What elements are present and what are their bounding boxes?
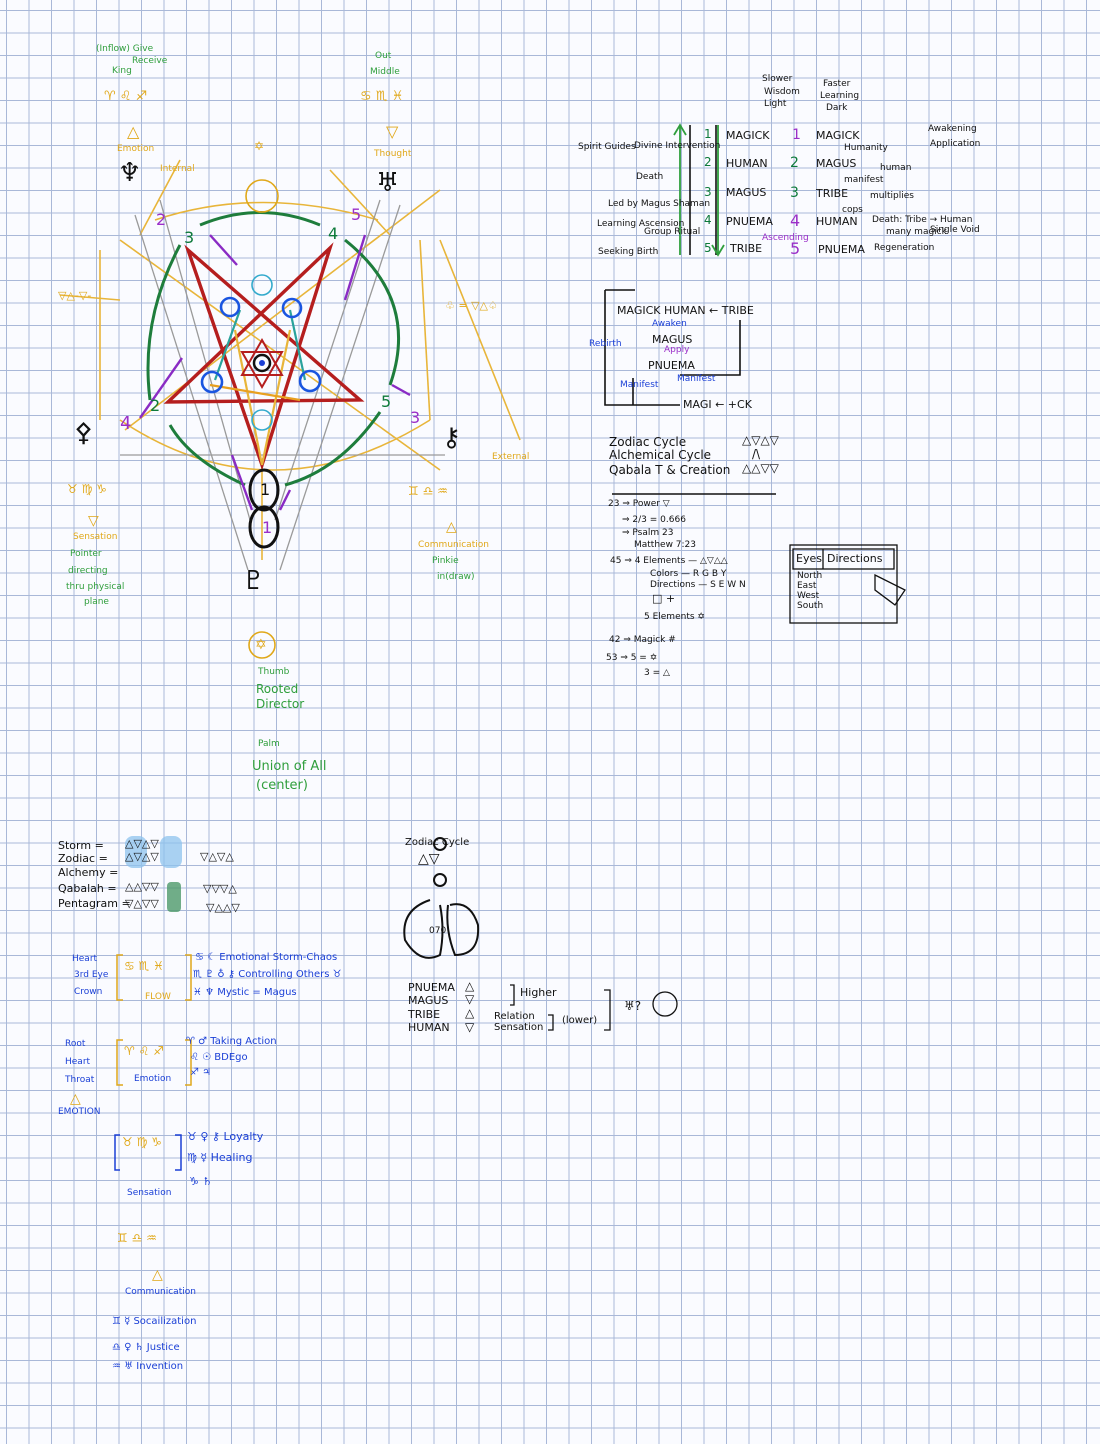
yellow-guide-lines	[60, 160, 520, 560]
led-by-magus-label: Led by Magus Shaman	[608, 199, 711, 209]
c1-num-3: 3	[704, 185, 712, 199]
c1-human: HUMAN	[726, 157, 768, 170]
death-label: Death	[636, 172, 664, 182]
point-5-green: 5	[381, 392, 392, 411]
pentagram-a: ▽△▽▽	[125, 897, 159, 910]
num-line-2: ⇒ 2/3 = 0.666	[622, 515, 686, 525]
note-cops: cops	[842, 205, 863, 215]
center-label: (center)	[256, 778, 308, 793]
group-ritual-label: Group Ritual	[644, 227, 701, 237]
group1-flow: FLOW	[145, 992, 171, 1002]
east-label: East	[797, 581, 817, 591]
inflow-label: (Inflow) Give	[96, 44, 154, 54]
point-1-black: 1	[260, 480, 271, 499]
c1-magick: MAGICK	[726, 129, 770, 142]
level-pnuema: PNUEMA	[408, 981, 455, 994]
level-lower: (lower)	[562, 1015, 598, 1026]
right-formula: ♧ = ▽△♤	[445, 299, 498, 312]
group4-line1: ♊ ☿ Socailization	[112, 1316, 197, 1327]
group2-emotion: Emotion	[134, 1074, 172, 1084]
alchemy-label: Alchemy =	[58, 866, 119, 879]
level-magus: MAGUS	[408, 994, 449, 1007]
group2-heart: Heart	[65, 1057, 91, 1067]
learning-ascension-label: Learning Ascension	[597, 219, 685, 229]
awakening-label: Awakening	[928, 124, 977, 134]
divine-intervention-label: Divine Intervention	[634, 141, 721, 151]
flow-magi: MAGI ← +CK	[683, 398, 752, 411]
qabalah-a: △△▽▽	[125, 880, 159, 893]
flow-top: MAGICK HUMAN ← TRIBE	[617, 304, 754, 317]
top-star-icon: ✡	[254, 139, 265, 153]
point-2-green: 2	[150, 396, 161, 415]
out-label: Out	[375, 51, 392, 61]
dark-label: Dark	[826, 103, 848, 113]
alchemical-cycle-label: Alchemical Cycle	[609, 448, 712, 462]
num-line-3: ⇒ Psalm 23	[622, 528, 674, 538]
eyes-title: Eyes	[796, 552, 822, 565]
group3-line3: ♑ ♄	[189, 1175, 213, 1188]
num-line-1: 23 ⇒ Power ▽	[608, 499, 670, 509]
union-label: Union of All	[252, 759, 327, 774]
group2-emotion-caps: EMOTION	[58, 1107, 101, 1117]
thought-label: Thought	[374, 149, 412, 159]
bottom-left-symbols: ♉ ♍ ♑	[67, 482, 107, 496]
c2-num-4: 4	[790, 211, 801, 230]
flow-awaken: Awaken	[652, 319, 687, 329]
faster-label: Faster	[823, 79, 851, 89]
pentagram-label: Pentagram =	[58, 897, 131, 910]
group1-crown: Crown	[74, 987, 103, 997]
king-label: King	[112, 66, 132, 76]
top-right-symbols: ♋ ♏ ♓	[360, 89, 404, 104]
c2-num-1: 1	[792, 127, 801, 143]
plane-label: plane	[84, 597, 109, 607]
yellow-brackets	[117, 955, 191, 1085]
c1-num-4: 4	[704, 213, 712, 227]
flow-magus: MAGUS	[652, 333, 693, 346]
pointer-label: Pointer	[70, 549, 102, 559]
c2-num-3: 3	[790, 185, 799, 201]
qabala-symbols: △△▽▽	[742, 461, 779, 475]
group2-triangle-icon: △	[70, 1091, 81, 1107]
bottom-star-icon: ✡	[255, 637, 267, 653]
point-2-purple: 2	[156, 210, 167, 229]
storm-label: Storm =	[58, 839, 104, 852]
left-glyph-icon: ⚴	[74, 418, 94, 448]
point-5-purple: 5	[351, 205, 362, 224]
in-draw-label: in(draw)	[437, 572, 475, 582]
zodiac-cycle-triangles: △▽	[418, 851, 440, 867]
level-relation: Relation	[494, 1011, 535, 1022]
group1-3rd-eye: 3rd Eye	[74, 970, 109, 980]
c2-num-2: 2	[790, 155, 799, 171]
group4-triangle-icon: △	[152, 1267, 163, 1283]
slower-label: Slower	[762, 74, 793, 84]
application-label: Application	[930, 139, 981, 149]
point-1-purple: 1	[262, 518, 273, 537]
group1-symbols-icon: ♋ ♏ ♓	[124, 959, 164, 973]
communication-label: Communication	[418, 540, 489, 550]
purple-arrows	[140, 235, 410, 510]
flow-pnuema: PNUEMA	[648, 359, 695, 372]
directions-title: Directions	[827, 552, 883, 565]
thumb-label: Thumb	[258, 667, 290, 677]
level-higher: Higher	[520, 986, 557, 999]
internal-label: Internal	[160, 164, 195, 174]
zodiac-b: ▽△▽△	[200, 850, 234, 863]
pinkie-label: Pinkie	[432, 556, 459, 566]
top-right-triangle: ▽	[386, 122, 399, 141]
num-line-11: 53 ⇒ 5 = ✡	[606, 653, 658, 663]
zodiac-cycle-number: 070	[429, 926, 447, 936]
c1-num-2: 2	[704, 155, 712, 169]
neptune-icon: ♆	[118, 158, 142, 188]
highlight-right	[160, 836, 182, 868]
note-many-magick: many magick	[886, 227, 947, 237]
note-multiplies: multiplies	[870, 191, 914, 201]
left-formula: ▽△-▽-	[58, 289, 92, 302]
flow-rebirth: Rebirth	[589, 339, 622, 349]
group4-line2: ♎ ♀ ♄ Justice	[112, 1342, 180, 1353]
light-label: Light	[764, 99, 787, 109]
c2-tribe: TRIBE	[816, 187, 849, 200]
middle-label: Middle	[370, 67, 400, 77]
group2-line1: ♈ ♂ Taking Action	[186, 1036, 277, 1047]
group1-heart: Heart	[72, 954, 98, 964]
bottom-glyph-icon: ♇	[242, 566, 266, 596]
num-line-8: □ +	[652, 592, 676, 605]
level-human: HUMAN	[408, 1021, 450, 1034]
qabalah-label: Qabalah =	[58, 882, 117, 895]
spirit-guides-label: Spirit Guides	[578, 142, 636, 152]
external-label: External	[492, 452, 530, 462]
group4-line3: ♒ ♅ Invention	[112, 1361, 184, 1372]
flow-apply: Apply	[664, 345, 690, 355]
rooted-label: Rooted	[256, 682, 299, 696]
c1-magus: MAGUS	[726, 186, 767, 199]
group3-line2: ♍ ☿ Healing	[187, 1151, 253, 1164]
c2-pnuema: PNUEMA	[818, 243, 865, 256]
c1-tribe: TRIBE	[730, 242, 763, 255]
south-label: South	[797, 601, 824, 611]
note-manifest: manifest	[844, 175, 884, 185]
highlight-green	[167, 882, 181, 912]
group3-sensation: Sensation	[127, 1188, 172, 1198]
directing-label: directing	[68, 566, 108, 576]
inner-colored-lines	[210, 310, 305, 465]
num-line-10: 42 ⇒ Magick #	[609, 635, 676, 645]
note-single-void: Single Void	[930, 225, 980, 235]
group2-line3: ♐ ♃	[190, 1067, 212, 1078]
level-question: ♅?	[624, 999, 642, 1013]
point-4-green: 4	[328, 224, 339, 243]
qabala-label: Qabala T & Creation	[609, 463, 731, 477]
c2-magus: MAGUS	[816, 157, 857, 170]
storm-a: △▽△▽	[125, 837, 159, 850]
west-label: West	[797, 591, 820, 601]
emotion-label: Emotion	[117, 144, 155, 154]
note-regeneration: Regeneration	[874, 243, 935, 253]
qabalah-b: ▽▽▽△	[203, 882, 237, 895]
c2-magick: MAGICK	[816, 129, 860, 142]
seeking-birth-label: Seeking Birth	[598, 247, 659, 257]
pentagram-b: ▽△△▽	[206, 901, 240, 914]
point-4-purple: 4	[120, 413, 132, 434]
flow-manifest-right: Manifest	[677, 374, 716, 384]
uranus-like-icon: ♅	[376, 168, 400, 198]
group1-line1: ♋ ☾ Emotional Storm-Chaos	[195, 952, 338, 963]
group3-line1: ♉ ♀ ⚷ Loyalty	[187, 1130, 264, 1143]
level-tribe: TRIBE	[408, 1008, 441, 1021]
num-line-12: 3 = △	[644, 668, 670, 678]
group1-line3: ♓ ♆ Mystic = Magus	[193, 987, 297, 998]
level-pnuema-sym: △	[465, 979, 475, 993]
right-glyph-icon: ⚷	[442, 423, 462, 453]
top-left-triangle: △	[127, 122, 140, 141]
gray-guide-lines	[120, 200, 445, 570]
learning-label: Learning	[820, 91, 860, 101]
group3-symbols-icon: ♉ ♍ ♑	[122, 1135, 162, 1149]
director-label: Director	[256, 697, 305, 711]
green-cycle-arrows	[148, 210, 399, 486]
level-sensation: Sensation	[494, 1022, 544, 1033]
c1-num-1: 1	[704, 127, 712, 141]
c1-num-5: 5	[704, 241, 712, 255]
point-3-purple: 3	[410, 408, 421, 427]
num-line-6: Colors — R G B Y	[650, 569, 727, 579]
north-label: North	[797, 571, 823, 581]
zodiac-cycle-label: Zodiac Cycle	[609, 435, 687, 449]
num-line-4: Matthew 7:23	[634, 540, 697, 550]
bottom-left-triangle: ▽	[88, 513, 99, 529]
note-humanity: Humanity	[844, 143, 888, 153]
bottom-right-symbols: ♊ ♎ ♒	[408, 484, 448, 498]
note-human: human	[880, 163, 912, 173]
note-death-tribe: Death: Tribe → Human	[872, 215, 973, 225]
zodiac-label: Zodiac =	[58, 852, 108, 865]
group1-line2: ♏ ♇ ♁ ⚷ Controlling Others ♉	[193, 969, 342, 980]
zodiac-a: △▽△▽	[125, 850, 159, 863]
num-line-7: Directions — S E W N	[650, 580, 746, 590]
c2-human: HUMAN	[816, 215, 858, 228]
bottom-right-triangle: △	[446, 519, 457, 535]
center-hexagram	[242, 340, 282, 387]
palm-label: Palm	[258, 739, 280, 749]
alchemical-cycle-symbols: /\	[752, 447, 761, 461]
sensation-label: Sensation	[73, 532, 118, 542]
receive-label: Receive	[132, 56, 168, 66]
group2-throat: Throat	[65, 1075, 95, 1085]
zodiac-cycle-symbols: △▽△▽	[742, 433, 779, 447]
level-tribe-sym: △	[465, 1006, 475, 1020]
c1-pnuema: PNUEMA	[726, 215, 773, 228]
zodiac-heart	[404, 838, 478, 958]
group4-symbols-icon: ♊ ♎ ♒	[117, 1231, 157, 1245]
level-magus-sym: ▽	[465, 992, 475, 1006]
group4-communication: Communication	[125, 1287, 196, 1297]
num-line-9: 5 Elements ✡	[644, 612, 705, 622]
level-human-sym: ▽	[465, 1020, 475, 1034]
group2-symbols-icon: ♈ ♌ ♐	[124, 1044, 164, 1058]
ascending-label: Ascending	[762, 233, 809, 243]
point-3-green: 3	[184, 228, 195, 247]
c2-num-5: 5	[790, 239, 801, 258]
num-line-5: 45 ⇒ 4 Elements — △▽△△	[610, 556, 728, 566]
thru-physical-label: thru physical	[66, 582, 125, 592]
zodiac-cycle-title: Zodiac Cycle	[405, 837, 470, 848]
group2-root: Root	[65, 1039, 86, 1049]
top-left-symbols: ♈ ♌ ♐	[104, 89, 148, 104]
wisdom-label: Wisdom	[764, 87, 800, 97]
group2-line2: ♌ ☉ BDEgo	[190, 1052, 248, 1063]
flow-manifest-left: Manifest	[620, 380, 659, 390]
